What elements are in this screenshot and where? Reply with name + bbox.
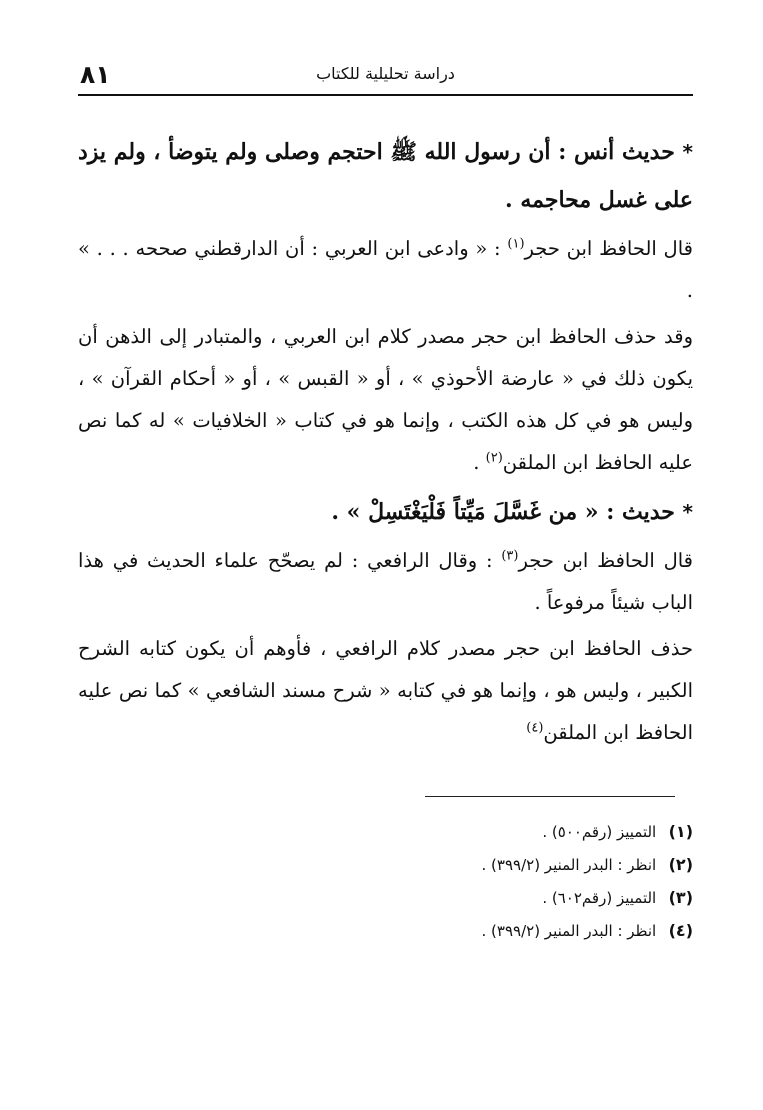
asterisk-marker: * xyxy=(682,500,693,524)
analysis-text: وقد حذف الحافظ ابن حجر مصدر كلام ابن العربي ، والمتبادر إلى الذهن أن يكون ذلك في « عارضة الأحوذي » ، أو « القبس » ، أو « أحكام القرآن » ، وليس هو في كل هذه الكتب ، وإنما هو في كتاب « الخلافيات » له كما نص عليه الحافظ ابن الملقن xyxy=(78,325,693,474)
footnote-text: التمييز (رقم٥٠٠) . xyxy=(542,823,657,841)
analysis-end: . xyxy=(473,451,486,474)
quote-text: : « وادعى ابن العربي : أن الدارقطني صححه . . . » . xyxy=(78,237,693,302)
quote-intro: قال الحافظ ابن حجر xyxy=(524,237,693,260)
footnote-item xyxy=(78,815,693,848)
footnote-number: (٤) xyxy=(668,921,693,940)
footnote-text: انظر : البدر المنير (٣٩٩/٢) . xyxy=(481,856,657,874)
footnote-item xyxy=(78,848,693,881)
hadith-text: أن رسول الله ﷺ احتجم وصلى ولم يتوضأ ، ولم يزد على غسل محاجمه . xyxy=(78,139,693,213)
footnote-text: انظر : البدر المنير (٣٩٩/٢) . xyxy=(481,922,657,940)
rafii-quote-paragraph xyxy=(78,540,693,624)
footnote-ref-1[interactable]: (١) xyxy=(507,236,525,252)
header-title: دراسة تحليلية للكتاب xyxy=(316,64,455,83)
ibn-hajar-quote-paragraph xyxy=(78,228,693,312)
running-header xyxy=(78,60,693,96)
page-number: ٨١ xyxy=(80,60,111,89)
asterisk-marker: * xyxy=(682,140,693,164)
rafii-source-paragraph xyxy=(78,628,693,754)
footnote-ref-2[interactable]: (٢) xyxy=(485,450,503,466)
hadith-anas-paragraph xyxy=(78,128,693,224)
footnote-ref-3[interactable]: (٣) xyxy=(501,548,519,564)
footnote-number: (٢) xyxy=(668,855,693,874)
analysis-text: حذف الحافظ ابن حجر مصدر كلام الرافعي ، فأوهم أن يكون كتابه الشرح الكبير ، وليس هو ، وإنما هو في كتابه « شرح مسند الشافعي » كما نص عليه الحافظ ابن الملقن xyxy=(78,637,693,744)
footnote-item xyxy=(78,914,693,947)
main-text xyxy=(78,128,693,754)
footnotes xyxy=(78,815,693,947)
quote-intro: قال الحافظ ابن حجر xyxy=(518,549,693,572)
quote-text: : وقال الرافعي : لم يصحّح علماء الحديث في هذا الباب شيئاً مرفوعاً . xyxy=(78,549,693,614)
hadith-text: « من غَسَّلَ مَيِّتاً فَلْيَغْتَسِلْ » . xyxy=(331,499,599,525)
hadith-label: حديث أنس : xyxy=(558,139,675,165)
footnote-number: (١) xyxy=(668,822,693,841)
footnote-item xyxy=(78,881,693,914)
footnote-number: (٣) xyxy=(668,888,693,907)
source-analysis-paragraph xyxy=(78,316,693,484)
footnote-text: التمييز (رقم٦٠٢) . xyxy=(542,889,657,907)
hadith-label: حديث : xyxy=(606,499,675,525)
footnote-ref-4[interactable]: (٤) xyxy=(526,720,544,736)
hadith-ghusl-paragraph xyxy=(78,488,693,536)
footnote-divider xyxy=(425,796,675,797)
